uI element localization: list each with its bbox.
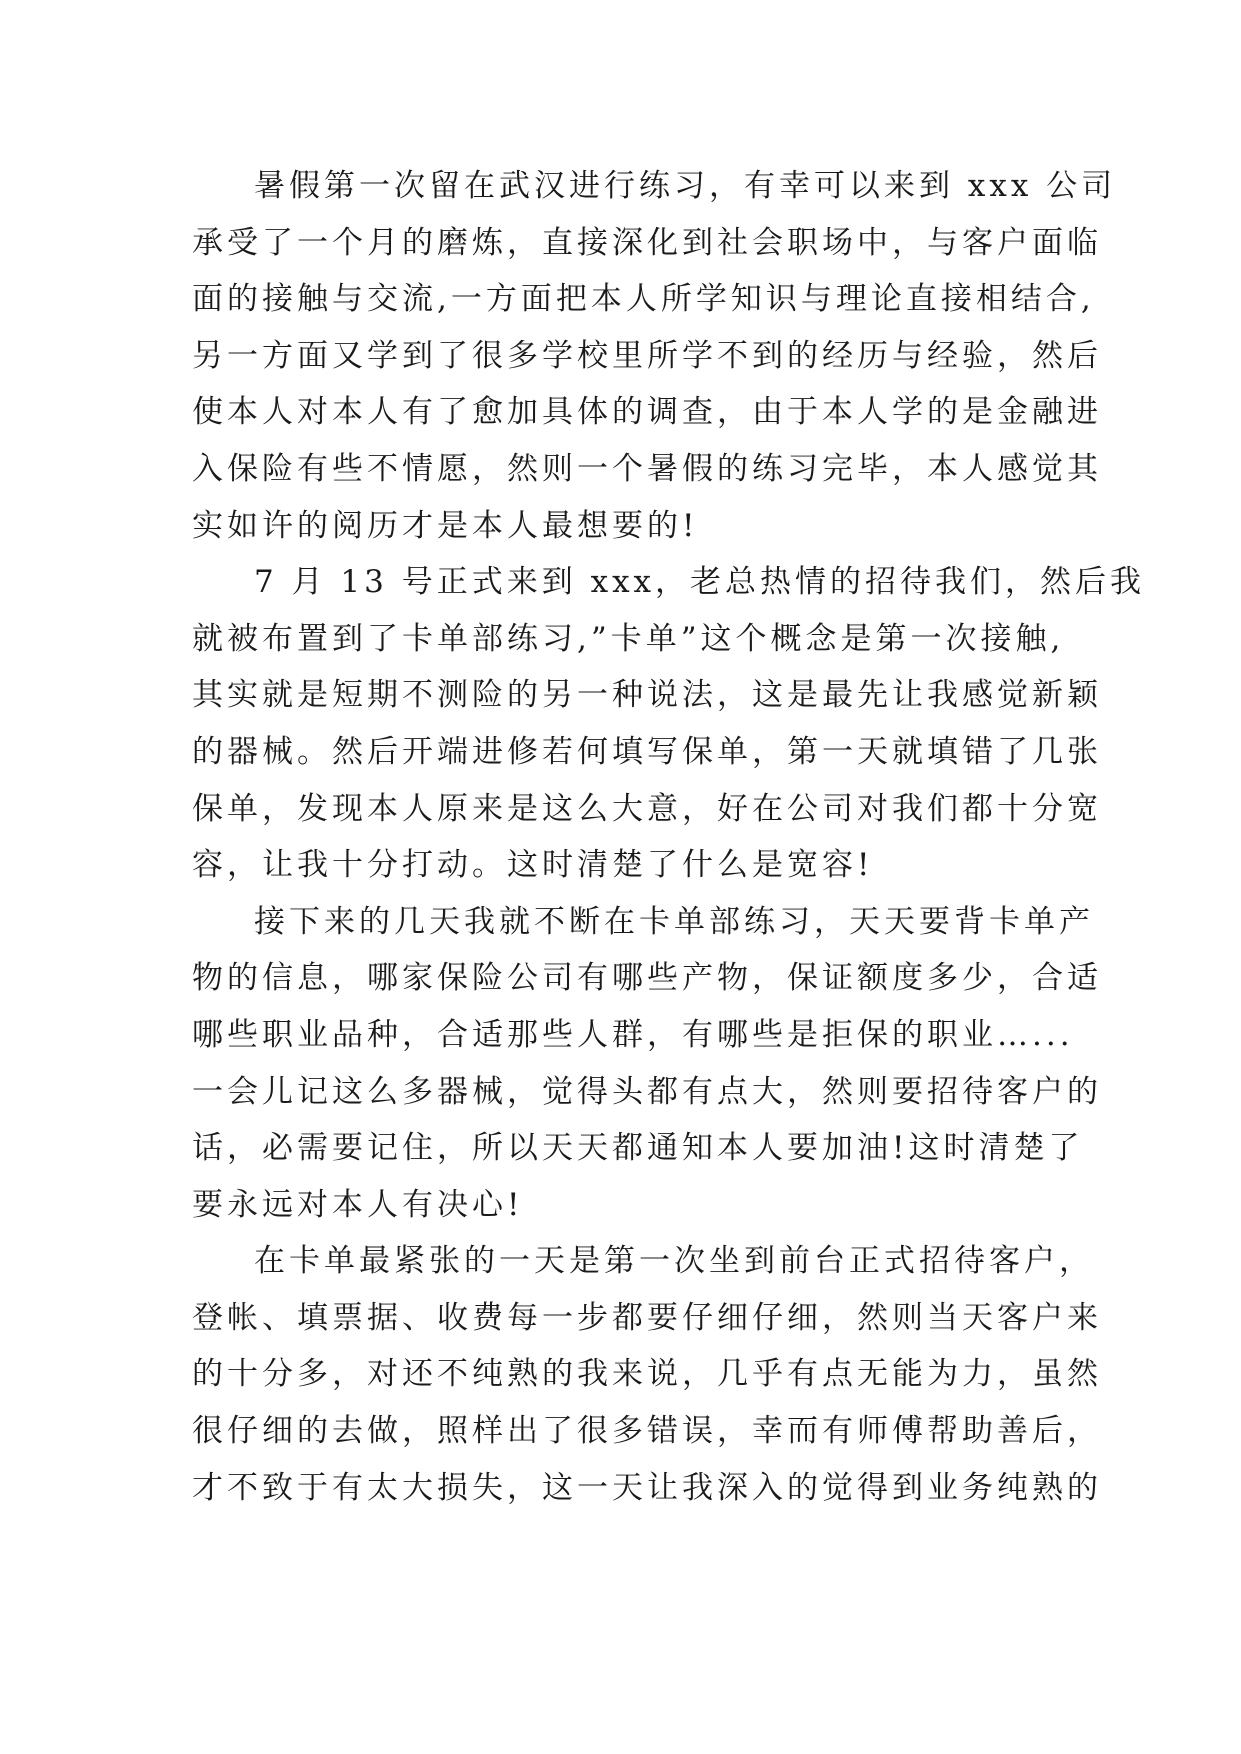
paragraph-line: 暑假第一次留在武汉进行练习，有幸可以来到 xxx 公司 — [254, 168, 1117, 204]
paragraph-line: 实如许的阅历才是本人最想要的! — [192, 507, 699, 544]
paragraph-line: 7 月 13 号正式来到 xxx，老总热情的招待我们，然后我 — [254, 564, 1146, 601]
paragraph-line: 就被布置到了卡单部练习,”卡单”这个概念是第一次接触, — [192, 620, 1065, 657]
paragraph-line: 要永远对本人有决心! — [192, 1186, 524, 1223]
paragraph-4 — [192, 1233, 1102, 1516]
paragraph-line: 容，让我十分打动。这时清楚了什么是宽容! — [192, 847, 874, 884]
paragraph-3 — [192, 894, 1102, 1234]
paragraph-line: 面的接触与交流,一方面把本人所学知识与理论直接相结合, — [192, 281, 1095, 318]
paragraph-line: 接下来的几天我就不断在卡单部练习，天天要背卡单产 — [254, 903, 1094, 940]
paragraph-line: 物的信息，哪家保险公司有哪些产物，保证额度多少，合适 — [192, 960, 1102, 997]
paragraph-line: 哪些职业品种，合适那些人群，有哪些是拒保的职业…... — [192, 1016, 1074, 1053]
paragraph-1 — [192, 158, 1117, 554]
paragraph-line: 其实就是短期不测险的另一种说法，这是最先让我感觉新颖 — [192, 677, 1102, 714]
paragraph-line: 话，必需要记住，所以天天都通知本人要加油!这时清楚了 — [192, 1130, 1084, 1167]
paragraph-line: 的十分多，对还不纯熟的我来说，几乎有点无能为力，虽然 — [192, 1356, 1102, 1393]
paragraph-line: 使本人对本人有了愈加具体的调查，由于本人学的是金融进 — [192, 394, 1102, 431]
paragraph-line: 入保险有些不情愿，然则一个暑假的练习完毕，本人感觉其 — [192, 450, 1102, 487]
paragraph-line: 承受了一个月的磨炼，直接深化到社会职场中，与客户面临 — [192, 224, 1102, 261]
paragraph-line: 在卡单最紧张的一天是第一次坐到前台正式招待客户， — [254, 1243, 1094, 1280]
paragraph-line: 另一方面又学到了很多学校里所学不到的经历与经验，然后 — [192, 337, 1102, 374]
paragraph-line: 的器械。然后开端进修若何填写保单，第一天就填错了几张 — [192, 733, 1102, 770]
document-body — [192, 158, 1146, 1516]
paragraph-2 — [192, 554, 1146, 894]
paragraph-line: 才不致于有太大损失，这一天让我深入的觉得到业务纯熟的 — [192, 1469, 1102, 1506]
paragraph-line: 登帐、填票据、收费每一步都要仔细仔细，然则当天客户来 — [192, 1299, 1102, 1336]
paragraph-line: 一会儿记这么多器械，觉得头都有点大，然则要招待客户的 — [192, 1073, 1102, 1110]
paragraph-line: 很仔细的去做，照样出了很多错误，幸而有师傅帮助善后， — [192, 1413, 1102, 1450]
paragraph-line: 保单，发现本人原来是这么大意，好在公司对我们都十分宽 — [192, 790, 1102, 827]
